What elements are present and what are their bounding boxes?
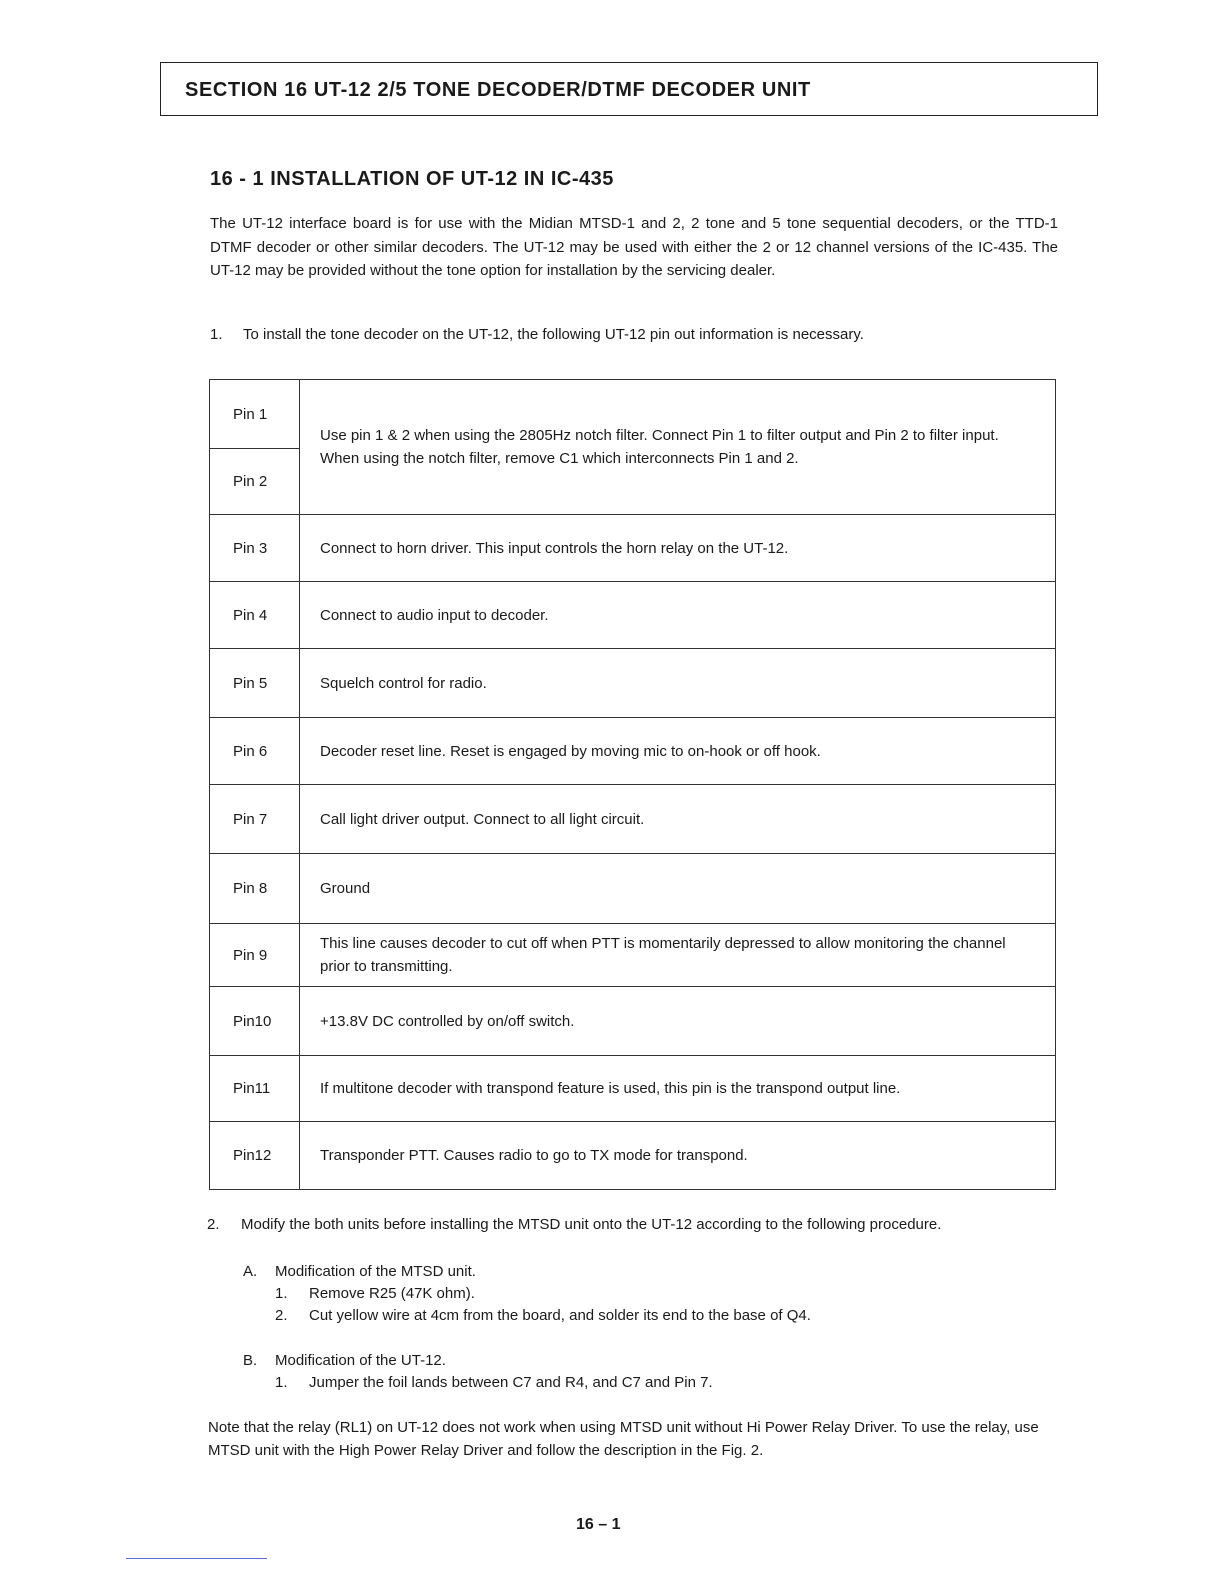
subsection-title: 16 - 1 INSTALLATION OF UT-12 IN IC-435 xyxy=(210,168,614,190)
mod-a-item-2: 2. Cut yellow wire at 4cm from the board, and solder its end to the base of Q4. xyxy=(275,1307,811,1324)
pin-description: Connect to audio input to decoder. xyxy=(300,582,1056,649)
pin-label: Pin10 xyxy=(210,987,300,1056)
pin-label: Pin 7 xyxy=(210,785,300,854)
table-row xyxy=(210,924,1056,987)
pin-description: Call light driver output. Connect to all light circuit. xyxy=(300,785,1056,854)
step-2-number: 2. xyxy=(207,1216,220,1233)
pin-label: Pin 5 xyxy=(210,649,300,718)
table-row xyxy=(210,987,1056,1056)
pin-label: Pin12 xyxy=(210,1122,300,1190)
table-row xyxy=(210,1122,1056,1190)
pin-description: Use pin 1 & 2 when using the 2805Hz notch filter. Connect Pin 1 to filter output and Pin 2 to filter input. When using the notch filter, remove C1 which interconnects Pin 1 and 2. xyxy=(300,380,1056,515)
bottom-rule xyxy=(126,1558,267,1559)
section-title: SECTION 16 UT-12 2/5 TONE DECODER/DTMF DECODER UNIT xyxy=(185,79,811,101)
step-2-text: Modify the both units before installing the MTSD unit onto the UT-12 according to the following procedure. xyxy=(241,1216,942,1233)
pin-label: Pin11 xyxy=(210,1056,300,1122)
table-row xyxy=(210,582,1056,649)
step-1-text: To install the tone decoder on the UT-12, the following UT-12 pin out information is necessary. xyxy=(243,326,864,343)
table-row xyxy=(210,1056,1056,1122)
mod-b-heading xyxy=(243,1352,446,1369)
section-header-box xyxy=(160,62,1098,116)
pin-description: Connect to horn driver. This input controls the horn relay on the UT-12. xyxy=(300,515,1056,582)
mod-a-letter: A. xyxy=(243,1263,258,1280)
pin-label: Pin 2 xyxy=(210,449,300,515)
pin-description: +13.8V DC controlled by on/off switch. xyxy=(300,987,1056,1056)
mod-b-letter: B. xyxy=(243,1352,258,1369)
mod-a-item-1: 1. Remove R25 (47K ohm). xyxy=(275,1285,475,1302)
pin-description: Squelch control for radio. xyxy=(300,649,1056,718)
note-paragraph: Note that the relay (RL1) on UT-12 does not work when using MTSD unit without Hi Power Relay Driver. To use the relay, use MTSD unit with the High Power Relay Driver and follow the description in the Fig. 2. xyxy=(208,1419,1039,1459)
pinout-table xyxy=(209,379,1056,1190)
pin-label: Pin 9 xyxy=(210,924,300,987)
pin-description: Transponder PTT. Causes radio to go to TX mode for transpond. xyxy=(300,1122,1056,1190)
pin-description: Ground xyxy=(300,854,1056,924)
intro-paragraph: The UT-12 interface board is for use with the Midian MTSD-1 and 2, 2 tone and 5 tone sequential decoders, or the TTD-1 DTMF decoder or other similar decoders. The UT-12 may be used with either the 2 or 12 channel versions of the IC-435. The UT-12 may be provided without the tone option for installation by the servicing dealer. xyxy=(210,215,1058,279)
table-row xyxy=(210,380,1056,449)
table-row xyxy=(210,718,1056,785)
pin-label: Pin 4 xyxy=(210,582,300,649)
mod-b-title: Modification of the UT-12. xyxy=(275,1352,446,1369)
table-row xyxy=(210,785,1056,854)
pin-label: Pin 1 xyxy=(210,380,300,449)
table-row xyxy=(210,854,1056,924)
table-row xyxy=(210,515,1056,582)
mod-a-heading xyxy=(243,1263,476,1280)
pin-label: Pin 8 xyxy=(210,854,300,924)
table-row xyxy=(210,649,1056,718)
step-1 xyxy=(210,326,864,343)
pin-description: This line causes decoder to cut off when PTT is momentarily depressed to allow monitoring the channel prior to transmitting. xyxy=(300,924,1056,987)
mod-b-item-1: 1. Jumper the foil lands between C7 and R4, and C7 and Pin 7. xyxy=(275,1374,713,1391)
pin-description: Decoder reset line. Reset is engaged by moving mic to on-hook or off hook. xyxy=(300,718,1056,785)
step-2 xyxy=(207,1216,941,1233)
pin-description: If multitone decoder with transpond feature is used, this pin is the transpond output line. xyxy=(300,1056,1056,1122)
page-number: 16 – 1 xyxy=(576,1516,621,1533)
pin-label: Pin 6 xyxy=(210,718,300,785)
mod-a-title: Modification of the MTSD unit. xyxy=(275,1263,476,1280)
pin-label: Pin 3 xyxy=(210,515,300,582)
step-1-number: 1. xyxy=(210,326,223,343)
